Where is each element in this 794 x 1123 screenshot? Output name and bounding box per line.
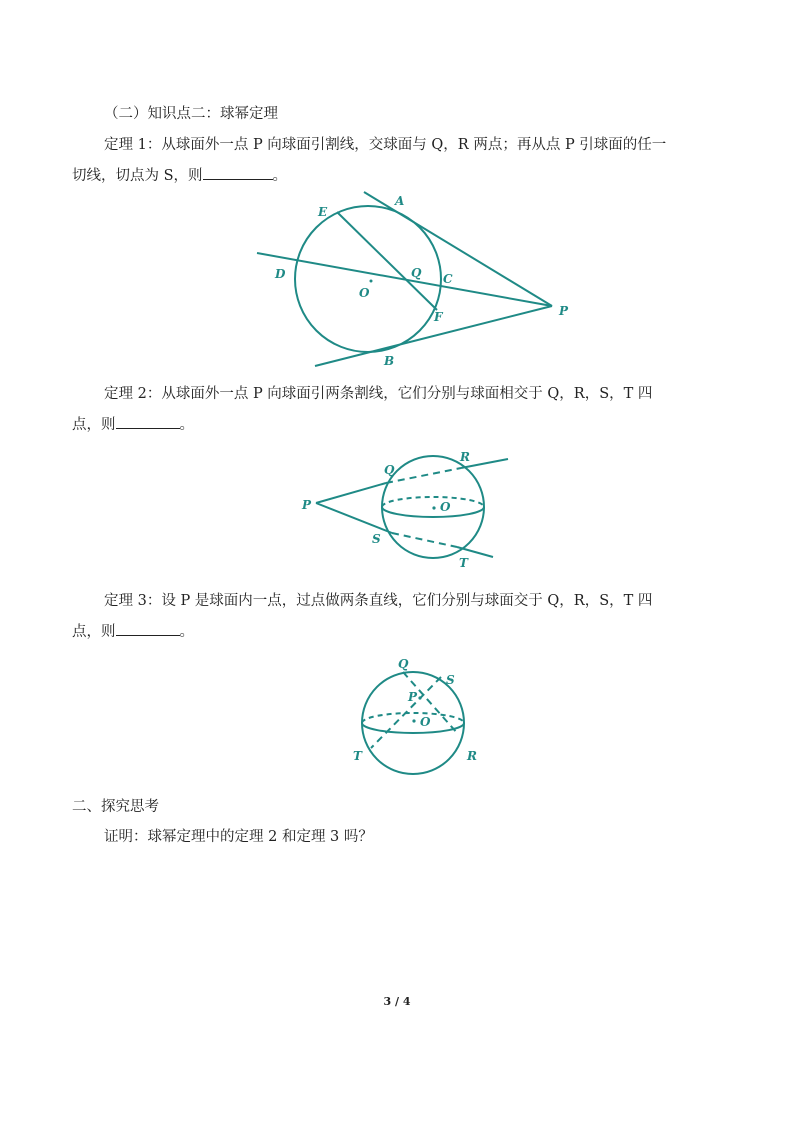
label-O: O (440, 500, 451, 514)
figure-2-sphere-two-secants (295, 448, 520, 572)
page-number: 3 / 4 (383, 995, 411, 1008)
theorem1-end: 。 (272, 168, 288, 184)
sphere-outline (362, 672, 464, 774)
label-P: P (302, 498, 312, 512)
label-D: D (275, 267, 286, 281)
chord-st (371, 677, 441, 748)
label-S: S (372, 532, 381, 546)
label-S: S (446, 673, 455, 687)
label-R: R (467, 749, 477, 763)
label-E: E (318, 205, 328, 219)
theorem1-line1: 定理 1：从球面外一点 P 向球面引割线，交球面与 Q，R 两点；再从点 P 引球面的任一 (104, 137, 667, 153)
secant-upper-outside (316, 483, 386, 503)
equator-back (382, 497, 484, 507)
theorem3-end: 。 (179, 624, 194, 640)
label-B: B (384, 354, 395, 368)
theorem2-end: 。 (179, 417, 194, 433)
equator-front (362, 723, 464, 733)
center-dot (432, 506, 435, 509)
secant-lower-inside (392, 533, 457, 547)
theorem3-line1: 定理 3：设 P 是球面内一点，过点做两条直线，它们分别与球面交于 Q，R，S，T 四 (104, 593, 653, 609)
center-dot (370, 280, 373, 283)
theorem3-line2 (72, 621, 194, 642)
explore-title: 二、探究思考 (72, 799, 159, 815)
secant-lower-outside (316, 503, 392, 533)
label-O: O (420, 715, 431, 729)
label-A: A (395, 194, 405, 208)
label-Q: Q (398, 657, 409, 671)
center-dot (412, 719, 415, 722)
theorem2-text: 点，则 (72, 417, 116, 433)
theorem1-line2 (72, 165, 287, 186)
label-Q: Q (411, 266, 422, 280)
answer-blank-3[interactable] (116, 621, 180, 636)
label-O: O (359, 286, 370, 300)
point-p-dot (418, 696, 421, 699)
explore-question: 证明：球幂定理中的定理 2 和定理 3 吗？ (104, 829, 373, 845)
label-T: T (459, 556, 468, 570)
label-T: T (353, 749, 362, 763)
label-P: P (408, 690, 418, 704)
label-P: P (559, 304, 569, 318)
label-R: R (460, 450, 470, 464)
answer-blank-2[interactable] (116, 414, 180, 429)
answer-blank-1[interactable] (203, 165, 273, 180)
figure-3-sphere-inner-point (345, 652, 485, 777)
label-Q: Q (384, 463, 395, 477)
section-title: （二）知识点二：球幂定理 (104, 106, 278, 122)
theorem2-line1: 定理 2：从球面外一点 P 向球面引两条割线，它们分别与球面相交于 Q，R，S，T 四 (104, 386, 653, 402)
theorem1-text: 切线，切点为 S，则 (72, 168, 203, 184)
label-C: C (443, 272, 453, 286)
theorem3-text: 点，则 (72, 624, 116, 640)
figure-1-circle-tangent-secant (250, 188, 580, 370)
label-F: F (434, 310, 443, 324)
theorem2-line2 (72, 414, 194, 435)
